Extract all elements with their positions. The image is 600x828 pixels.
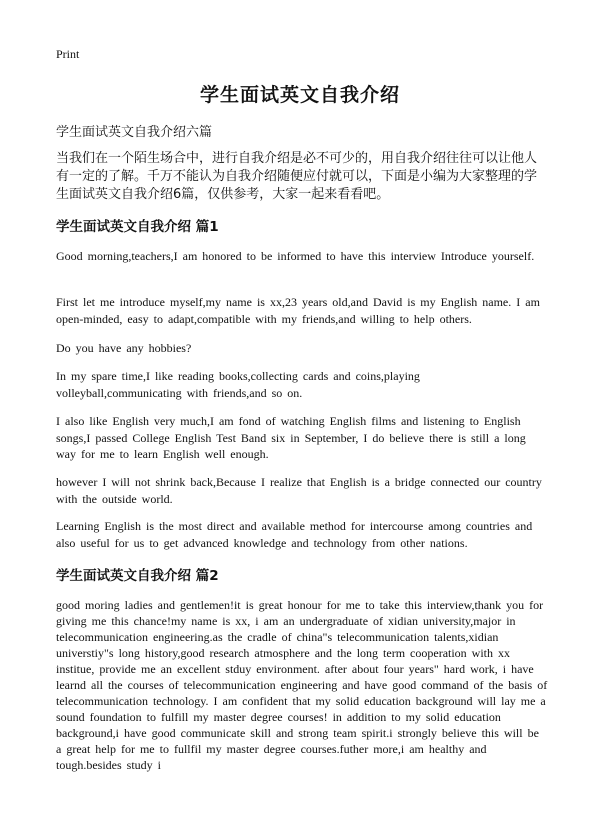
- document-title: 学生面试英文自我介绍: [199, 84, 400, 106]
- section-1-paragraph-1: Good morning,teachers,I am honored to be informed to have this interview Introduce yourself.: [56, 249, 535, 263]
- intro-paragraph: 当我们在一个陌生场合中，进行自我介绍是必不可少的，用自我介绍往往可以让他人有一定的了解。千万不能认为自我介绍随便应付就可以，下面是小编为大家整理的学生面试英文自我介绍6篇，仅供参考，大家一起来看看吧。: [56, 151, 538, 202]
- print-label[interactable]: Print: [56, 47, 80, 61]
- section-1-heading: 学生面试英文自我介绍 篇1: [56, 219, 219, 235]
- section-1-paragraph-2: First let me introduce myself,my name is xx,23 years old,and David is my English name. I am open-minded, easy to adapt,compatible with my friends,and willing to help others.: [56, 295, 540, 326]
- section-1-paragraph-6: however I will not shrink back,Because I realize that English is a bridge connected our country with the outside world.: [56, 475, 542, 506]
- section-1-paragraph-3: Do you have any hobbies?: [56, 341, 192, 355]
- section-1-paragraph-7: Learning English is the most direct and available method for intercourse among countries and also useful for us to get advanced knowledge and technology from other nations.: [56, 519, 533, 550]
- section-2-paragraph-1: good moring ladies and gentlemen!it is great honour for me to take this interview,thank you for giving me this chance!my name is xx, i am an undergraduate of xidian university,major in telecommunication engineering.as the cradle of china"s telecommunication talents,xidian universtiy"s long history,good research atmosphere and the long term cooperation with xx institue, provide me an excellent stduy environment. after about four years" hard work, i have learnd all the courses of telecommunication engineering and have good command of the basis of telecommunication technology. I am confident that my solid education background will lay me a sound foundation to fulfill my master degree courses! in addition to my solid education background,i have good communicate skill and strong team spirit.i strongly believe this will be a great help for me to fullfil my master degree courses.futher more,i am healthy and tough.besides study i: [56, 598, 548, 772]
- section-1-paragraph-4: In my spare time,I like reading books,collecting cards and coins,playing volleyball,communicating with friends,and so on.: [56, 369, 420, 400]
- section-1-paragraph-5: I also like English very much,I am fond of watching English films and listening to English songs,I passed College English Test Band six in September, I do believe there is still a long way for me to learn English well enough.: [56, 414, 526, 461]
- document-subtitle: 学生面试英文自我介绍六篇: [56, 125, 213, 140]
- section-2-heading: 学生面试英文自我介绍 篇2: [56, 568, 219, 584]
